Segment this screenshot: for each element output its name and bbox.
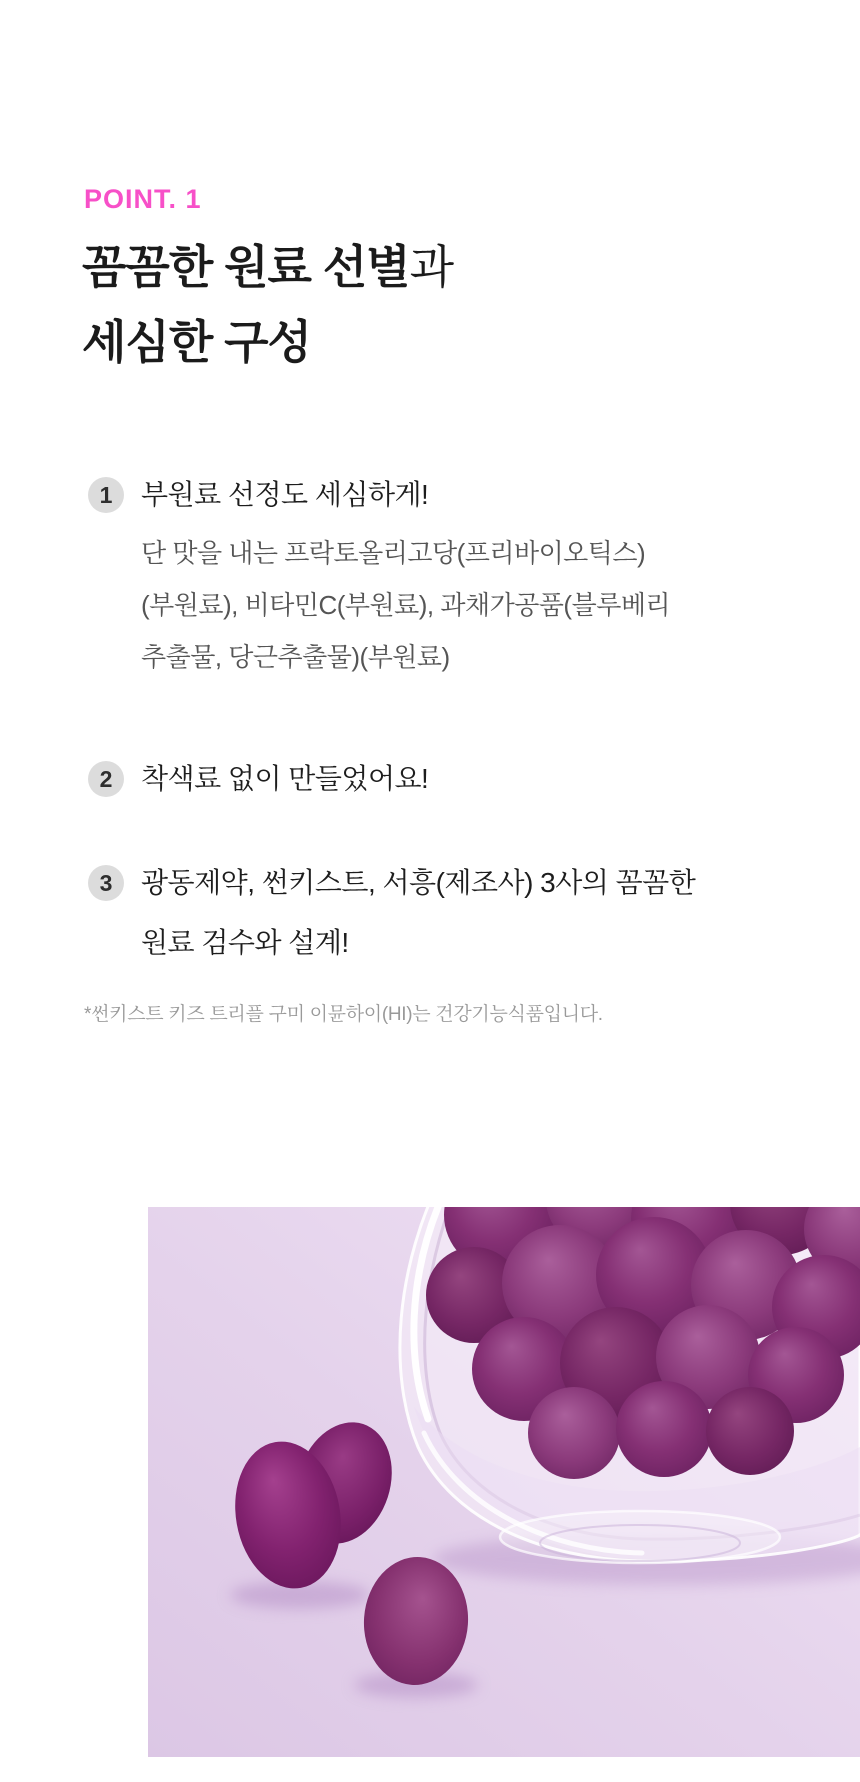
number-badge-2: 2 — [88, 761, 124, 797]
glass-base — [500, 1511, 780, 1563]
number-badge-3: 3 — [88, 865, 124, 901]
section-heading — [82, 230, 453, 380]
heading-line1-regular: 과 — [409, 241, 454, 293]
heading-line2: 세심한 구성 — [82, 316, 311, 368]
list-item-2 — [88, 760, 428, 798]
item-1-body-line2: (부원료), 비타민C(부원료), 과채가공품(블루베리 — [141, 590, 671, 620]
item-3-title — [141, 864, 695, 962]
heading-line1-bold: 꼼꼼한 원료 선별 — [82, 241, 410, 293]
footnote-text: *썬키스트 키즈 트리플 구미 이뮨하이(HI)는 건강기능식품입니다. — [84, 1004, 603, 1025]
item-1-body — [141, 527, 670, 683]
gummies-bowl-illustration — [148, 1207, 860, 1757]
item-1-title: 부원료 선정도 세심하게! — [141, 479, 429, 510]
number-badge-1: 1 — [88, 477, 124, 513]
item-1-body-line3: 추출물, 당근추출물)(부원료) — [141, 642, 450, 672]
list-item-3 — [88, 864, 695, 962]
item-3-title-line1: 광동제약, 썬키스트, 서흥(제조사) 3사의 꼼꼼한 — [141, 867, 696, 898]
list-item-1 — [88, 476, 428, 514]
item-1-body-line1: 단 맛을 내는 프락토올리고당(프리바이오틱스) — [141, 538, 646, 568]
item-2-title: 착색료 없이 만들었어요! — [141, 763, 429, 794]
product-photo — [148, 1207, 860, 1757]
item-3-title-line2: 원료 검수와 설계! — [141, 927, 349, 958]
heading-line1 — [82, 230, 453, 305]
point-label: POINT. 1 — [84, 184, 202, 214]
